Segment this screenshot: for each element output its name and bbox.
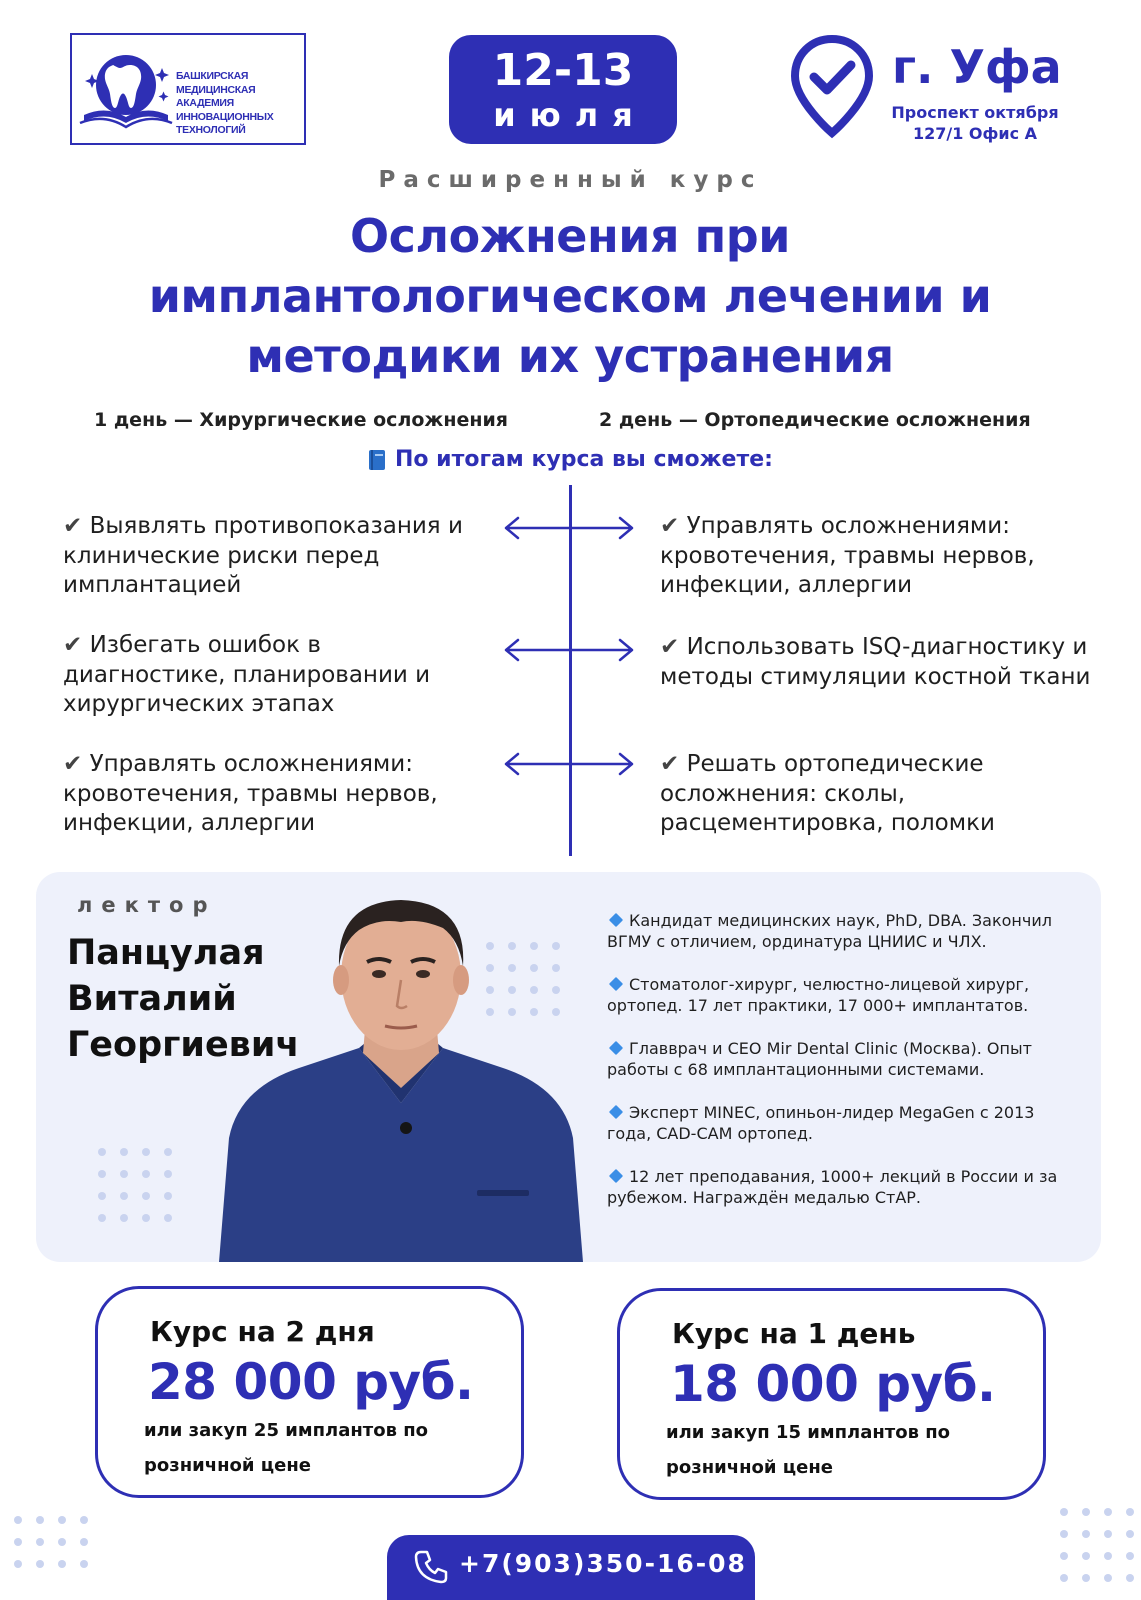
credential-text: Главврач и CEO Mir Dental Clinic (Москва). Опыт работы с 68 имплантационными системами. bbox=[607, 1039, 1032, 1079]
credential-text: Эксперт MINEC, опиньон-лидер MegaGen с 2013 года, CAD-CAM ортопед. bbox=[607, 1103, 1035, 1143]
divider-line bbox=[569, 485, 572, 856]
check-icon: ✔ bbox=[660, 751, 680, 777]
skill-right-2 bbox=[660, 633, 1100, 692]
date-badge bbox=[449, 35, 677, 144]
check-icon: ✔ bbox=[660, 634, 680, 660]
diamond-icon bbox=[609, 1169, 623, 1183]
check-icon: ✔ bbox=[660, 513, 680, 539]
lecturer-name-line: Георгиевич bbox=[67, 1025, 300, 1065]
phone-icon bbox=[413, 1549, 449, 1585]
academy-logo bbox=[70, 33, 306, 145]
credential-item bbox=[607, 910, 1077, 952]
diamond-icon bbox=[609, 977, 623, 991]
phone-number[interactable]: +7(903)350-16-08 bbox=[459, 1549, 747, 1578]
double-arrow-icon bbox=[502, 638, 636, 662]
skill-left-3 bbox=[63, 750, 463, 839]
skill-text: Использовать ISQ-диагностику и методы стимуляции костной ткани bbox=[660, 634, 1091, 690]
date-month: июля bbox=[493, 96, 647, 134]
lecturer-photo bbox=[219, 888, 583, 1262]
results-heading-text: По итогам курса вы сможете: bbox=[395, 447, 773, 472]
lecturer-name-line: Панцулая bbox=[67, 933, 265, 973]
diamond-icon bbox=[609, 1041, 623, 1055]
skill-text: Управлять осложнениями: кровотечения, травмы нервов, инфекции, аллергии bbox=[63, 751, 438, 836]
skill-text: Избегать ошибок в диагностике, планировании и хирургических этапах bbox=[63, 632, 431, 717]
skill-left-2 bbox=[63, 631, 463, 720]
skill-text: Решать ортопедические осложнения: сколы, расцементировка, поломки bbox=[660, 751, 995, 836]
check-icon: ✔ bbox=[63, 513, 83, 539]
skill-right-3 bbox=[660, 750, 1060, 839]
diamond-icon bbox=[609, 913, 623, 927]
day-2-topic: 2 день — Ортопедические осложнения bbox=[599, 409, 1031, 431]
price-card-1-day bbox=[617, 1288, 1046, 1500]
lecturer-name-line: Виталий bbox=[67, 979, 237, 1019]
tooth-book-icon bbox=[78, 49, 174, 133]
credential-item bbox=[607, 1102, 1077, 1144]
diamond-icon bbox=[609, 1105, 623, 1119]
results-heading bbox=[367, 447, 773, 472]
academy-name-line: БАШКИРСКАЯ МЕДИЦИНСКАЯ bbox=[176, 70, 256, 96]
course-subtitle: Расширенный курс bbox=[378, 167, 763, 193]
academy-name bbox=[176, 70, 304, 138]
price-card-2-days bbox=[95, 1286, 524, 1498]
price-card-note: или закуп 25 имплантов по розничной цене bbox=[144, 1420, 429, 1476]
credential-item bbox=[607, 1166, 1077, 1208]
price-card-title: Курс на 2 дня bbox=[150, 1315, 375, 1348]
double-arrow-icon bbox=[502, 516, 636, 540]
check-icon: ✔ bbox=[63, 632, 83, 658]
price-card-note: или закуп 15 имплантов по розничной цене bbox=[666, 1422, 951, 1478]
city: г. Уфа bbox=[892, 40, 1062, 94]
address: Проспект октября 127/1 Офис А bbox=[891, 103, 1059, 143]
credential-item bbox=[607, 1038, 1077, 1080]
price-card-price: 18 000 руб. bbox=[670, 1355, 996, 1413]
decor-dots bbox=[14, 1516, 88, 1568]
double-arrow-icon bbox=[502, 752, 636, 776]
skill-left-1 bbox=[63, 512, 483, 601]
skill-text: Выявлять противопоказания и клинические риски перед имплантацией bbox=[63, 513, 463, 598]
decor-dots bbox=[98, 1148, 172, 1222]
skill-text: Управлять осложнениями: кровотечения, травмы нервов, инфекции, аллергии bbox=[660, 513, 1035, 598]
credential-item bbox=[607, 974, 1077, 1016]
credential-text: Стоматолог-хирург, челюстно-лицевой хирург, ортопед. 17 лет практики, 17 000+ имплантатов. bbox=[607, 975, 1030, 1015]
course-title: Осложнения при имплантологическом лечении и методики их устранения bbox=[148, 209, 992, 383]
price-card-price: 28 000 руб. bbox=[148, 1353, 474, 1411]
academy-name-line: ТЕХНОЛОГИЙ bbox=[176, 124, 246, 136]
phone-contact[interactable] bbox=[387, 1535, 755, 1600]
check-icon: ✔ bbox=[63, 751, 83, 777]
credential-text: Кандидат медицинских наук, PhD, DBA. Закончил ВГМУ с отличием, ординатура ЦНИИС и ЧЛХ. bbox=[607, 911, 1052, 951]
day-1-topic: 1 день — Хирургические осложнения bbox=[94, 409, 508, 431]
location-pin-icon bbox=[790, 35, 874, 139]
lecturer-credentials bbox=[607, 910, 1077, 1230]
price-card-title: Курс на 1 день bbox=[672, 1317, 916, 1350]
credential-text: 12 лет преподавания, 1000+ лекций в России и за рубежом. Награждён медалью СтАР. bbox=[607, 1167, 1058, 1207]
decor-dots bbox=[1060, 1508, 1134, 1582]
skill-right-1 bbox=[660, 512, 1060, 601]
date-days: 12-13 bbox=[492, 45, 634, 96]
academy-name-line: АКАДЕМИЯ ИННОВАЦИОННЫХ bbox=[176, 97, 274, 123]
book-icon bbox=[367, 449, 387, 471]
lecturer-label: лектор bbox=[77, 893, 217, 917]
